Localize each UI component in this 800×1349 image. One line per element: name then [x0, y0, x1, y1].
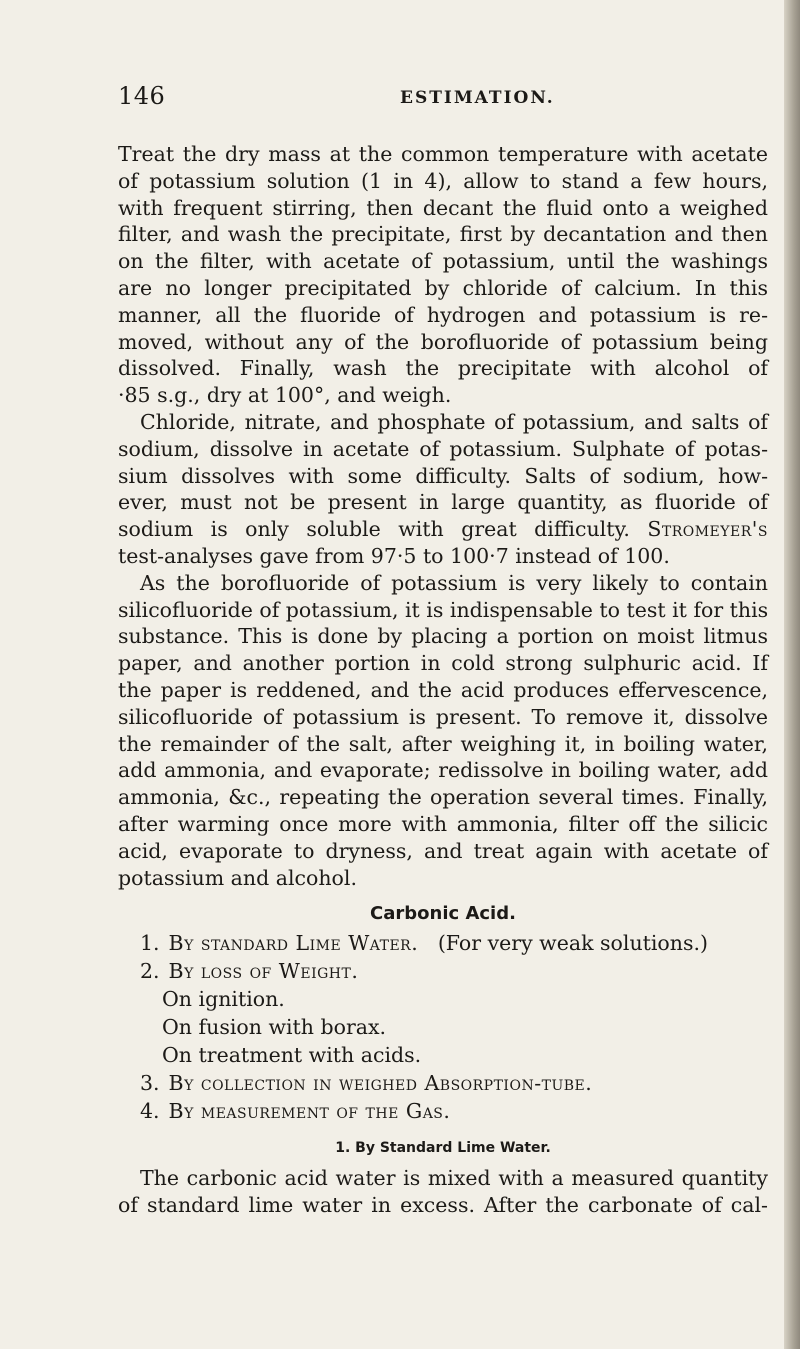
paragraph-4	[118, 1165, 768, 1219]
author-name: Stromeyer's	[647, 517, 768, 542]
sub-item: On ignition.	[162, 987, 285, 1012]
text-line: of potassium solution (1 in 4), allow to stand a few hours,	[118, 168, 768, 193]
section-heading: Carbonic Acid.	[370, 903, 516, 925]
text-line: substance. This is done by placing a portion on moist litmus	[118, 624, 768, 649]
text-line: the remainder of the salt, after weighing it, in boiling water,	[118, 731, 768, 756]
list-note: (For very weak solutions.)	[437, 931, 709, 956]
text-line: after warming once more with ammonia, filter off the silicic	[118, 811, 768, 836]
text-line: As the borofluoride of potassium is very likely to contain	[140, 570, 768, 595]
text-line: test-analyses gave from 97·5 to 100·7 instead of 100.	[118, 543, 670, 568]
list-title: By standard Lime Water.	[168, 931, 419, 956]
text-line: sium dissolves with some difficulty. Salts of sodium, how-	[118, 463, 768, 488]
text-line: are no longer precipitated by chloride of calcium. In this	[118, 275, 768, 300]
paragraph-1	[118, 141, 768, 409]
text-line: with frequent stirring, then decant the fluid onto a weighed	[118, 195, 768, 220]
text-line: the paper is reddened, and the acid produces effervescence,	[118, 677, 768, 702]
list-title: By collection in weighed Absorption-tube.	[168, 1071, 593, 1096]
text-line: on the filter, with acetate of potassium, until the washings	[118, 249, 768, 274]
text-line	[118, 516, 768, 543]
text-line: filter, and wash the precipitate, first by decantation and then	[118, 222, 768, 247]
text-line: acid, evaporate to dryness, and treat again with acetate of	[118, 838, 768, 863]
page-body	[118, 141, 768, 1219]
list-title: By loss of Weight.	[168, 959, 359, 984]
list-number: 4.	[140, 1099, 160, 1124]
list-item	[118, 929, 768, 957]
text-line: Treat the dry mass at the common temperature with acetate	[118, 142, 768, 166]
text-line: sodium, dissolve in acetate of potassium. Sulphate of potas-	[118, 436, 768, 461]
text-line: potassium and alcohol.	[118, 865, 357, 890]
text-line: silicofluoride of potassium, it is indispensable to test it for this	[118, 597, 769, 622]
page-number: 146	[118, 82, 166, 110]
text-line: ammonia, &c., repeating the operation several times. Finally,	[118, 785, 768, 810]
text-line: Chloride, nitrate, and phosphate of potassium, and salts of	[140, 409, 768, 434]
list-number: 3.	[140, 1071, 160, 1096]
text-line: ever, must not be present in large quantity, as fluoride of	[118, 490, 768, 515]
running-head: ESTIMATION.	[400, 88, 555, 108]
sub-item: On treatment with acids.	[162, 1043, 422, 1068]
text-line: add ammonia, and evaporate; redissolve in boiling water, add	[118, 758, 768, 783]
text-line: silicofluoride of potassium is present. To remove it, dissolve	[118, 704, 768, 729]
text-line: manner, all the fluoride of hydrogen and potassium is re-	[118, 302, 768, 327]
text-line: paper, and another portion in cold strong sulphuric acid. If	[118, 651, 768, 676]
list-title: By measurement of the Gas.	[168, 1099, 451, 1124]
page-edge-shadow	[784, 0, 800, 1349]
text-line: moved, without any of the borofluoride of potassium being	[118, 329, 768, 354]
text-line: of standard lime water in excess. After the carbonate of cal-	[118, 1193, 768, 1218]
methods-list	[118, 929, 768, 1125]
list-number: 1.	[140, 931, 160, 956]
page-header	[118, 82, 768, 112]
list-item	[118, 1069, 768, 1097]
list-number: 2.	[140, 959, 160, 984]
paragraph-2	[118, 409, 768, 570]
subsection-heading: 1. By Standard Lime Water.	[335, 1140, 551, 1157]
sub-item: On fusion with borax.	[162, 1015, 387, 1040]
list-item	[118, 957, 768, 985]
text-line: The carbonic acid water is mixed with a measured quantity	[140, 1166, 768, 1191]
text-line: dissolved. Finally, wash the precipitate with alcohol of	[118, 356, 768, 381]
text-line: ·85 s.g., dry at 100°, and weigh.	[118, 383, 452, 408]
paragraph-3	[118, 570, 768, 892]
list-item	[118, 1097, 768, 1125]
text-span: sodium is only soluble with great difficulty.	[118, 517, 630, 542]
